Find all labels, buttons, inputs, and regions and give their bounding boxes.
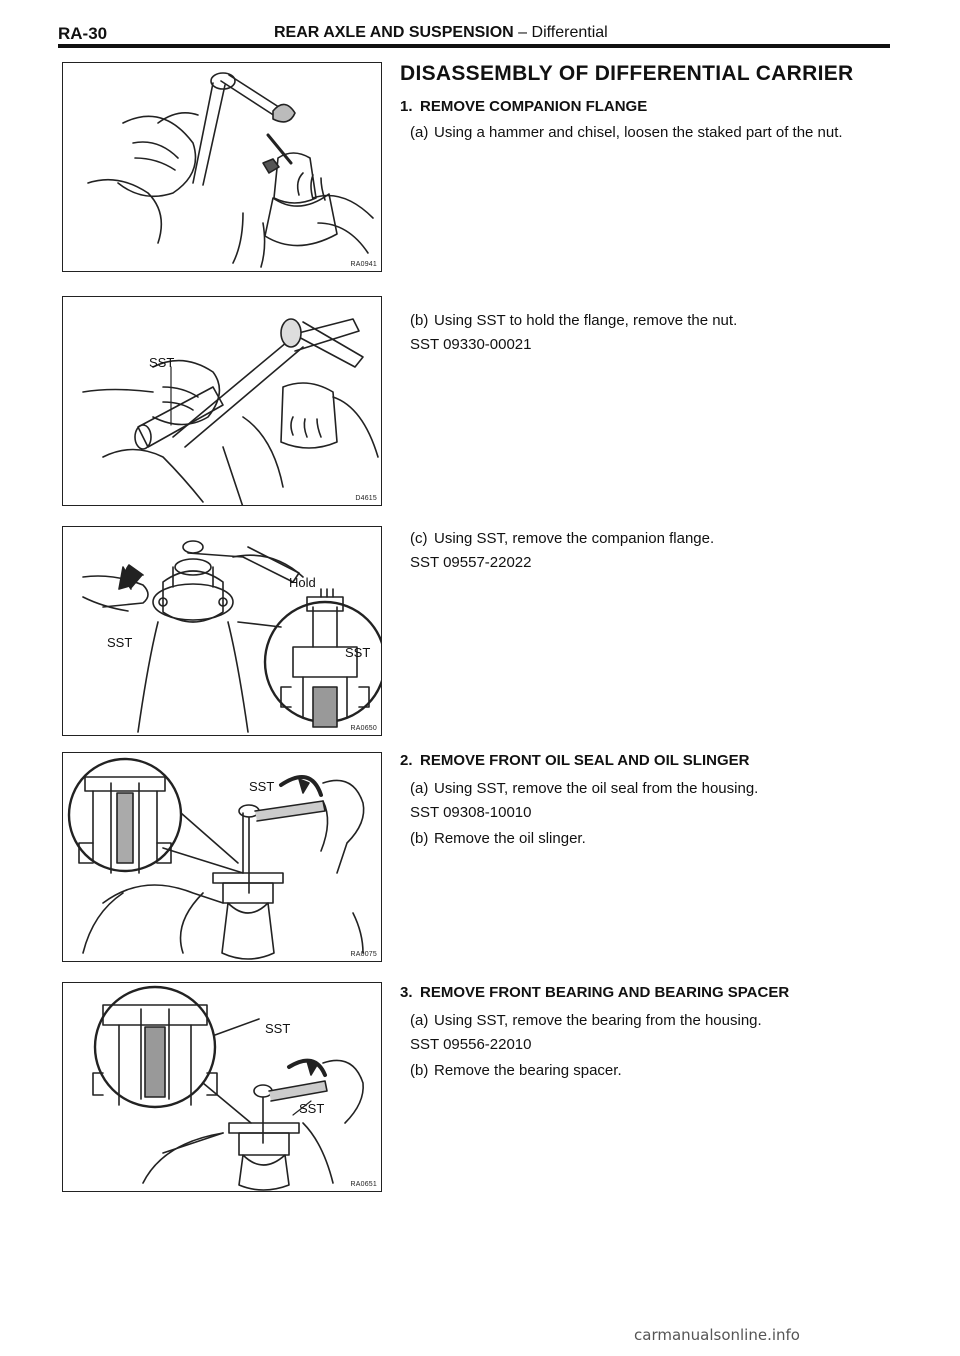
step-1b-sst: SST 09330-00021 [410, 336, 532, 353]
step-number: 1. [400, 98, 413, 115]
figure-code: RA0650 [350, 725, 377, 732]
item-marker: (a) [410, 124, 429, 141]
step-title: REMOVE FRONT BEARING AND BEARING SPACER [420, 984, 790, 1001]
hold-flange-illustration [63, 297, 382, 506]
item-text: Using a hammer and chisel, loosen the staked part of the nut. [434, 124, 843, 141]
figure-remove-bearing [62, 982, 382, 1192]
figure-remove-oil-seal [62, 752, 382, 962]
page-title: DISASSEMBLY OF DIFFERENTIAL CARRIER [400, 62, 854, 85]
figure-code: RA0075 [350, 951, 377, 958]
hammer-chisel-illustration [63, 63, 382, 272]
step-number: 3. [400, 984, 413, 1001]
page-header [58, 24, 890, 44]
figure-label-sst-lower: SST [299, 1101, 325, 1116]
item-text: Remove the bearing spacer. [434, 1062, 622, 1079]
item-text: Remove the oil slinger. [434, 830, 586, 847]
item-text: Using SST to hold the flange, remove the nut. [434, 312, 738, 329]
figure-label-sst: SST [149, 355, 175, 370]
figure-label-sst: SST [249, 779, 275, 794]
watermark: carmanualsonline.info [634, 1326, 800, 1344]
item-marker: (b) [410, 1062, 429, 1079]
figure-label-sst: SST [107, 635, 133, 650]
figure-code: D4615 [355, 495, 377, 502]
item-marker: (a) [410, 1012, 429, 1029]
page-number: RA-30 [58, 24, 108, 43]
header-rule [58, 44, 890, 48]
figure-remove-flange [62, 526, 382, 736]
remove-flange-illustration [63, 527, 382, 736]
figure-label-hold: Hold [289, 575, 316, 590]
step-3a-sst: SST 09556-22010 [410, 1036, 532, 1053]
item-marker: (a) [410, 780, 429, 797]
step-1c-sst: SST 09557-22022 [410, 554, 532, 571]
step-number: 2. [400, 752, 413, 769]
figure-label-sst-inset: SST [345, 645, 371, 660]
section-title-main: REAR AXLE AND SUSPENSION [274, 24, 514, 41]
remove-oil-seal-illustration [63, 753, 382, 962]
item-marker: (b) [410, 312, 429, 329]
figure-hammer-chisel [62, 62, 382, 272]
step-2a-sst: SST 09308-10010 [410, 804, 532, 821]
figure-code: RA0941 [350, 261, 377, 268]
figure-code: RA0651 [350, 1181, 377, 1188]
figure-label-sst: SST [265, 1021, 291, 1036]
figure-hold-flange [62, 296, 382, 506]
section-title [274, 24, 608, 42]
step-title: REMOVE COMPANION FLANGE [420, 98, 648, 115]
remove-bearing-illustration [63, 983, 382, 1192]
step-title: REMOVE FRONT OIL SEAL AND OIL SLINGER [420, 752, 750, 769]
item-marker: (c) [410, 530, 428, 547]
item-text: Using SST, remove the companion flange. [434, 530, 715, 547]
item-text: Using SST, remove the bearing from the housing. [434, 1012, 762, 1029]
item-marker: (b) [410, 830, 429, 847]
item-text: Using SST, remove the oil seal from the housing. [434, 780, 759, 797]
section-title-sub: – Differential [513, 24, 608, 41]
